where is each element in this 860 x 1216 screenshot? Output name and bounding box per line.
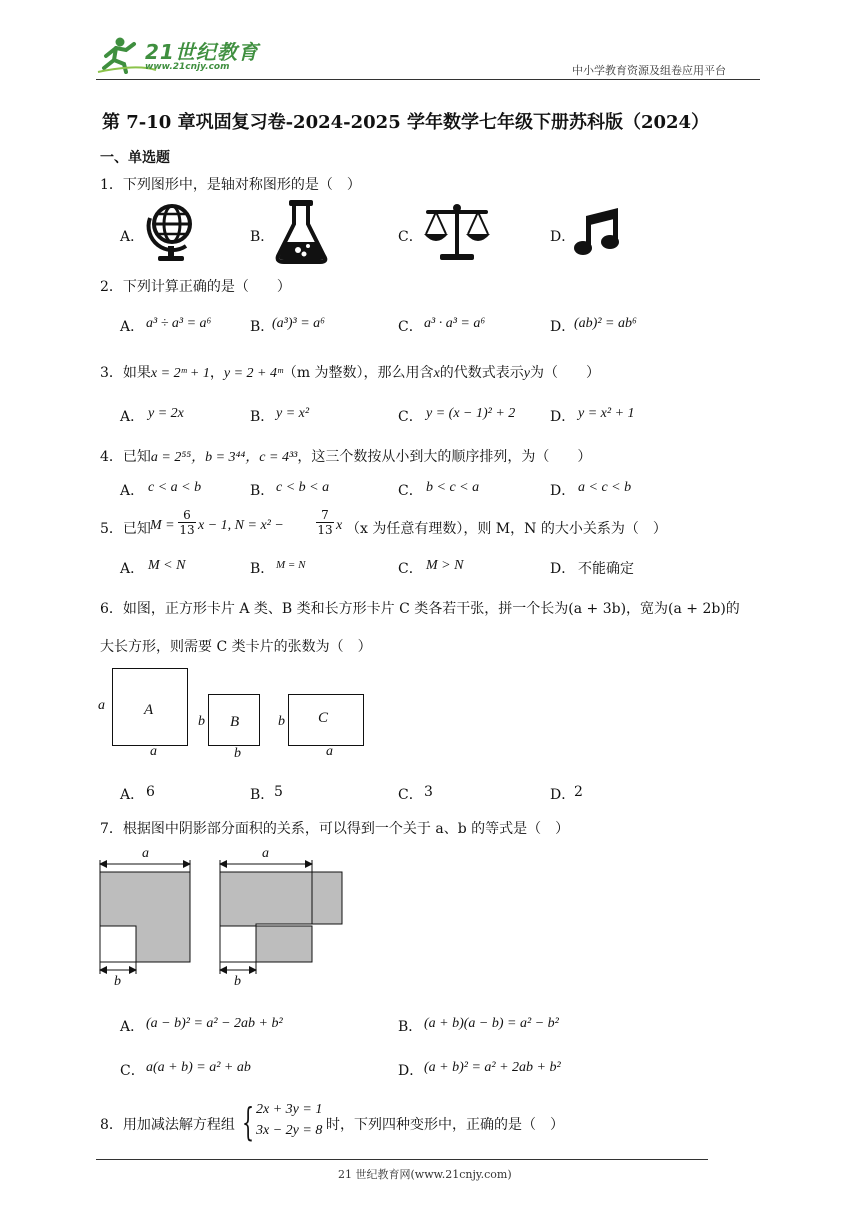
page-title: 第 7-10 章巩固复习卷-2024-2025 学年数学七年级下册苏科版（2024） [102, 112, 710, 133]
q2-option-a: a³ ÷ a³ = a⁶ [146, 316, 212, 331]
q5-frac2-den: 13 [317, 523, 333, 537]
q3-stem-mid: 的代数式表示 [439, 365, 524, 381]
q7-shaded-diagram [96, 846, 356, 996]
q3-option-b-label: B． [250, 409, 275, 425]
q5-option-d: 不能确定 [578, 561, 634, 577]
q5-option-b-label: B． [250, 561, 275, 577]
q3-x: x [433, 366, 440, 381]
scales-icon [420, 200, 494, 266]
q7-option-b: (a + b)(a − b) = a² − b² [424, 1016, 559, 1031]
q4-stem [100, 446, 591, 466]
q8-eq2: 3x − 2y = 8 [256, 1123, 323, 1138]
q2-option-d-label: D． [550, 319, 576, 335]
q6-option-c: 3 [424, 784, 433, 800]
q3-y: y [523, 366, 530, 381]
q3-stem-lead: 3．如果 [100, 365, 151, 381]
q4-option-a-label: A． [120, 483, 145, 499]
header-divider [96, 79, 760, 80]
footer-divider [96, 1159, 708, 1160]
q4-option-c-label: C． [398, 483, 423, 499]
q5-M-expr: x − 1, N = x² − [198, 518, 284, 533]
card-a-label: A [144, 702, 154, 718]
q5-frac2 [316, 508, 334, 537]
q5-M: M = [150, 518, 175, 533]
flask-icon [272, 198, 332, 268]
q8-brace: { [242, 1100, 255, 1144]
q3-option-a-label: A． [120, 409, 145, 425]
q7-figure [96, 846, 356, 1000]
q1-option-a-label: A． [120, 229, 145, 245]
q4-option-b-label: B． [250, 483, 275, 499]
q6-option-c-label: C． [398, 787, 423, 803]
q1-stem: 1．下列图形中，是轴对称图形的是（ ） [100, 177, 361, 193]
q4-option-b: c < b < a [276, 480, 330, 495]
q3-option-c: y = (x − 1)² + 2 [426, 406, 516, 421]
q2-option-c: a³ · a³ = a⁶ [424, 316, 486, 331]
q2-stem: 2．下列计算正确的是（ ） [100, 279, 291, 295]
card-a-bottom-a: a [150, 744, 157, 759]
q5-option-c-label: C． [398, 561, 423, 577]
q3-option-d: y = x² + 1 [578, 406, 635, 421]
q3-stem-end: 为（ ） [530, 365, 600, 381]
q6-option-b-label: B． [250, 787, 275, 803]
q4-values: a = 2⁵⁵，b = 3⁴⁴，c = 4³³ [150, 450, 298, 465]
q7-left-dim-b: b [114, 974, 121, 989]
card-b-side-b: b [198, 714, 205, 729]
q5-option-a: M < N [148, 558, 186, 573]
q7-option-b-label: B． [398, 1019, 423, 1035]
q3-option-c-label: C． [398, 409, 423, 425]
q6-cards-figure [96, 664, 376, 764]
q2-option-b: (a³)³ = a⁶ [272, 316, 326, 331]
q5-option-d-label: D． [550, 561, 576, 577]
q6-option-a-label: A． [120, 787, 145, 803]
q4-option-c: b < c < a [426, 480, 480, 495]
q7-right-dim-b: b [234, 974, 241, 989]
q7-option-c-label: C． [120, 1063, 145, 1079]
q5-option-b: M = N [276, 559, 306, 571]
card-c-bottom-a: a [326, 744, 333, 759]
card-b-label: B [230, 714, 240, 730]
q5-option-c: M > N [426, 558, 464, 573]
q2-option-c-label: C． [398, 319, 423, 335]
q4-option-a: c < a < b [148, 480, 202, 495]
section-heading: 一、单选题 [100, 150, 170, 166]
q5-frac2-num: 7 [316, 508, 334, 523]
q7-option-a-label: A． [120, 1019, 145, 1035]
q3-stem: 3．如果x = 2ᵐ + 1，y = 2 + 4ᵐ（m 为整数），那么用含x的代数式表示y为（ ） [100, 365, 600, 381]
q5-frac1-den: 13 [179, 523, 195, 537]
logo-text: 21世纪教育 [145, 40, 259, 64]
q4-stem-end: ，这三个数按从小到大的顺序排列，为（ ） [297, 449, 592, 465]
q1-option-b-label: B． [250, 229, 275, 245]
q6-stem-line1: 6．如图，正方形卡片 A 类、B 类和长方形卡片 C 类各若干张，拼一个长为(a + 3b)，宽为(a + 2b)的 [100, 601, 740, 617]
q6-option-a: 6 [146, 784, 155, 800]
q7-option-a: (a − b)² = a² − 2ab + b² [146, 1016, 283, 1031]
q6-option-d: 2 [574, 784, 583, 800]
music-note-icon [572, 206, 624, 262]
q5-frac1-num: 6 [178, 508, 196, 523]
q4-option-d: a < c < b [578, 480, 632, 495]
q8-stem-end: 时，下列四种变形中，正确的是（ ） [326, 1117, 564, 1133]
q3-option-d-label: D． [550, 409, 576, 425]
q2-option-d: (ab)² = ab⁶ [574, 316, 637, 331]
card-c-side-b: b [278, 714, 285, 729]
q1-option-d-label: D． [550, 229, 576, 245]
q5-x: x [336, 518, 343, 533]
q7-option-c: a(a + b) = a² + ab [146, 1060, 251, 1075]
q7-option-d: (a + b)² = a² + 2ab + b² [424, 1060, 561, 1075]
q6-stem-line2: 大长方形，则需要 C 类卡片的张数为（ ） [100, 639, 372, 655]
q4-stem-lead: 4．已知 [100, 449, 151, 465]
q3-option-a: y = 2x [148, 406, 184, 421]
logo-url: www.21cnjy.com [145, 62, 230, 72]
q2-option-b-label: B． [250, 319, 275, 335]
card-a-side-a: a [98, 698, 105, 713]
q3-x-def: x = 2ᵐ + 1 [150, 366, 210, 381]
q1-option-c-label: C． [398, 229, 423, 245]
q7-right-dim-a: a [262, 846, 269, 861]
q7-option-d-label: D． [398, 1063, 424, 1079]
globe-icon [142, 198, 202, 268]
q3-stem-m: （m 为整数），那么用含 [282, 365, 434, 381]
q7-stem: 7．根据图中阴影部分面积的关系，可以得到一个关于 a、b 的等式是（ ） [100, 821, 570, 837]
q5-option-a-label: A． [120, 561, 145, 577]
q2-option-a-label: A． [120, 319, 145, 335]
q5-stem-lead: 5．已知 [100, 521, 151, 537]
platform-text: 中小学教育资源及组卷应用平台 [572, 64, 726, 77]
q3-option-b: y = x² [276, 406, 310, 421]
q4-option-d-label: D． [550, 483, 576, 499]
q8-stem-lead: 8．用加减法解方程组 [100, 1117, 235, 1133]
footer-text: 21 世纪教育网(www.21cnjy.com) [338, 1168, 512, 1181]
q3-y-def: y = 2 + 4ᵐ [223, 366, 283, 381]
q8-eq1: 2x + 3y = 1 [256, 1102, 323, 1117]
card-b-bottom-b: b [234, 746, 241, 761]
q6-option-b: 5 [274, 784, 283, 800]
q6-option-d-label: D． [550, 787, 576, 803]
card-c-label: C [318, 710, 329, 726]
q5-frac1 [178, 508, 196, 537]
q5-stem-end: （x 为任意有理数），则 M，N 的大小关系为（ ） [346, 521, 667, 537]
q7-left-dim-a: a [142, 846, 149, 861]
